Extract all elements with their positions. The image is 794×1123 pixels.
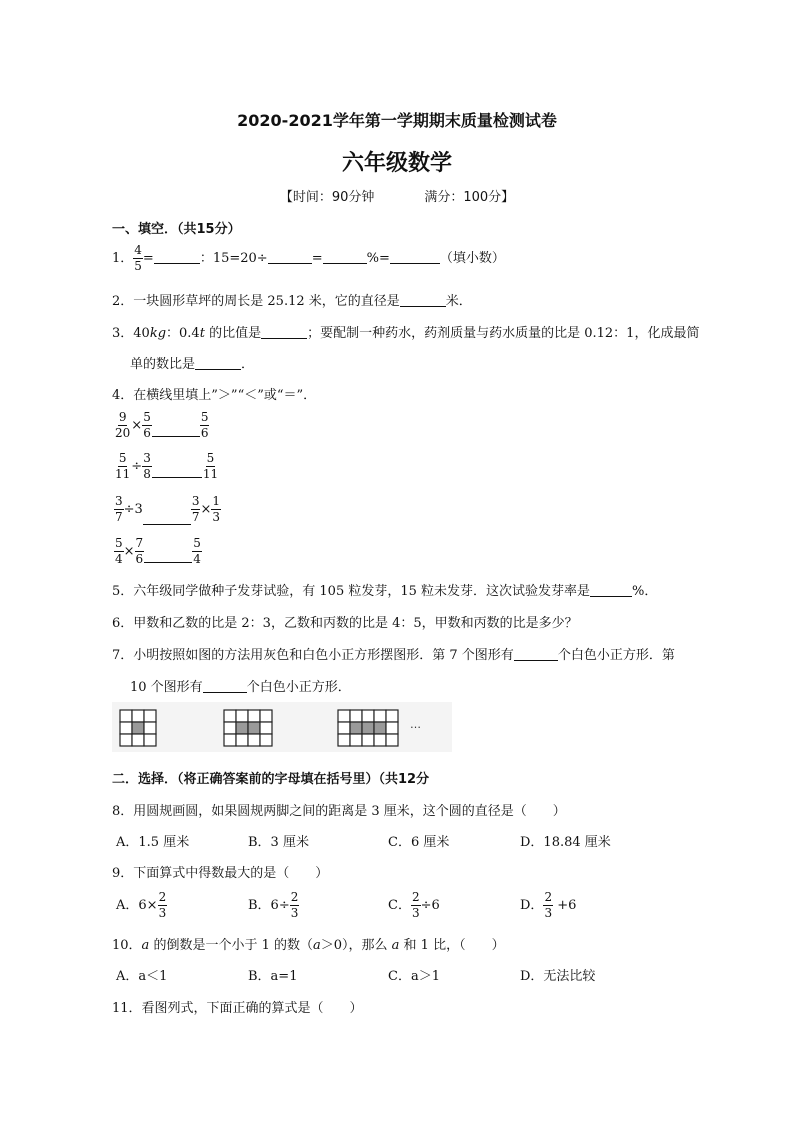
answer-blank[interactable]: [400, 293, 446, 307]
answer-blank[interactable]: [323, 250, 367, 264]
question-1: 1． $\frac{4}{5}$ = ：15=20÷ = %= （填小数）: [112, 243, 505, 273]
question-7-line2: 10 个图形有 个白色小正方形．: [130, 680, 351, 695]
ellipsis: …: [410, 718, 421, 731]
question-7: 7．小明按照如图的方法用灰色和白色小正方形摆图形．第 7 个图形有 个白色小正方形．第: [112, 648, 675, 663]
compare-row-4: $\frac{5}{4}$ × $\frac{7}{6}$ $\frac{5}{4}$: [115, 536, 201, 566]
question-9: 9．下面算式中得数最大的是（ ）: [112, 866, 329, 881]
subject-title: 六年级数学: [341, 151, 452, 176]
question-4: 4．在横线里填上”＞”“＜”或“＝”．: [112, 388, 317, 403]
option-d[interactable]: D．18.84 厘米: [520, 835, 611, 850]
answer-blank[interactable]: [261, 325, 307, 339]
compare-row-3: $\frac{3}{7}$ ÷3 $\frac{3}{7}$ × $\frac{1}{3}$: [115, 494, 220, 524]
pattern-figure-2: [224, 710, 272, 746]
compare-blank[interactable]: [144, 549, 192, 563]
question-2: 2．一块圆形草坪的周长是 25.12 米，它的直径是 米．: [112, 294, 472, 309]
option-d[interactable]: D．无法比较: [520, 969, 596, 984]
question-3: 3．40kg：0.4t 的比值是 ；要配制一种药水，药剂质量与药水质量的比是 0.12：1，化成最简: [112, 326, 700, 341]
compare-blank[interactable]: [152, 464, 202, 478]
square-pattern-figure: [112, 702, 452, 752]
option-d[interactable]: D． $\frac{2}{3}$ +6: [520, 890, 577, 920]
exam-title: 2020-2021学年第一学期期末质量检测试卷: [237, 111, 557, 130]
answer-blank[interactable]: [154, 250, 200, 264]
question-11: 11．看图列式，下面正确的算式是（ ）: [112, 1001, 363, 1016]
answer-blank[interactable]: [268, 250, 312, 264]
fraction: $\frac{4}{5}$: [134, 243, 142, 273]
answer-blank[interactable]: [590, 583, 632, 597]
question-5: 5．六年级同学做种子发芽试验，有 105 粒发芽，15 粒未发芽．这次试验发芽率是 %．: [112, 584, 658, 599]
option-a[interactable]: A．1.5 厘米: [116, 835, 190, 850]
option-c[interactable]: C．6 厘米: [388, 835, 450, 850]
option-a[interactable]: A．a＜1: [116, 969, 168, 984]
option-b[interactable]: B．a=1: [248, 969, 298, 984]
full-score: 满分：100分】: [424, 190, 515, 205]
compare-row-2: $\frac{5}{11}$ ÷ $\frac{3}{8}$ $\frac{5}{11}$: [115, 451, 219, 481]
option-b[interactable]: B．6÷ $\frac{2}{3}$: [248, 890, 299, 920]
question-8: 8．用圆规画圆，如果圆规两脚之间的距离是 3 厘米，这个圆的直径是（ ）: [112, 804, 566, 819]
option-b[interactable]: B．3 厘米: [248, 835, 309, 850]
exam-meta: [0, 186, 794, 205]
question-6: 6．甲数和乙数的比是 2：3，乙数和丙数的比是 4：5，甲数和丙数的比是多少？: [112, 616, 578, 631]
question-3-line2: 单的数比是 ．: [130, 357, 255, 372]
compare-blank[interactable]: [143, 511, 191, 525]
section-heading-choice: 二．选择．（将正确答案前的字母填在括号里）（共12分: [112, 772, 430, 787]
answer-blank[interactable]: [203, 679, 247, 693]
answer-blank[interactable]: [514, 647, 558, 661]
answer-blank[interactable]: [195, 356, 241, 370]
question-10: 10．a 的倒数是一个小于 1 的数（a＞0），那么 a 和 1 比，（ ）: [112, 938, 505, 953]
option-a[interactable]: A．6× $\frac{2}{3}$: [116, 890, 167, 920]
option-c[interactable]: C．a＞1: [388, 969, 440, 984]
time-limit: 【时间：90分钟: [279, 190, 375, 205]
option-c[interactable]: C． $\frac{2}{3}$ ÷6: [388, 890, 440, 920]
pattern-figure-3: [338, 710, 398, 746]
section-heading-fill: 一、填空．（共15分）: [112, 222, 241, 237]
compare-row-1: $\frac{9}{20}$ × $\frac{5}{6}$ $\frac{5}{6}$: [115, 410, 209, 440]
pattern-figure-1: [120, 710, 156, 746]
answer-blank[interactable]: [390, 250, 440, 264]
compare-blank[interactable]: [152, 423, 200, 437]
